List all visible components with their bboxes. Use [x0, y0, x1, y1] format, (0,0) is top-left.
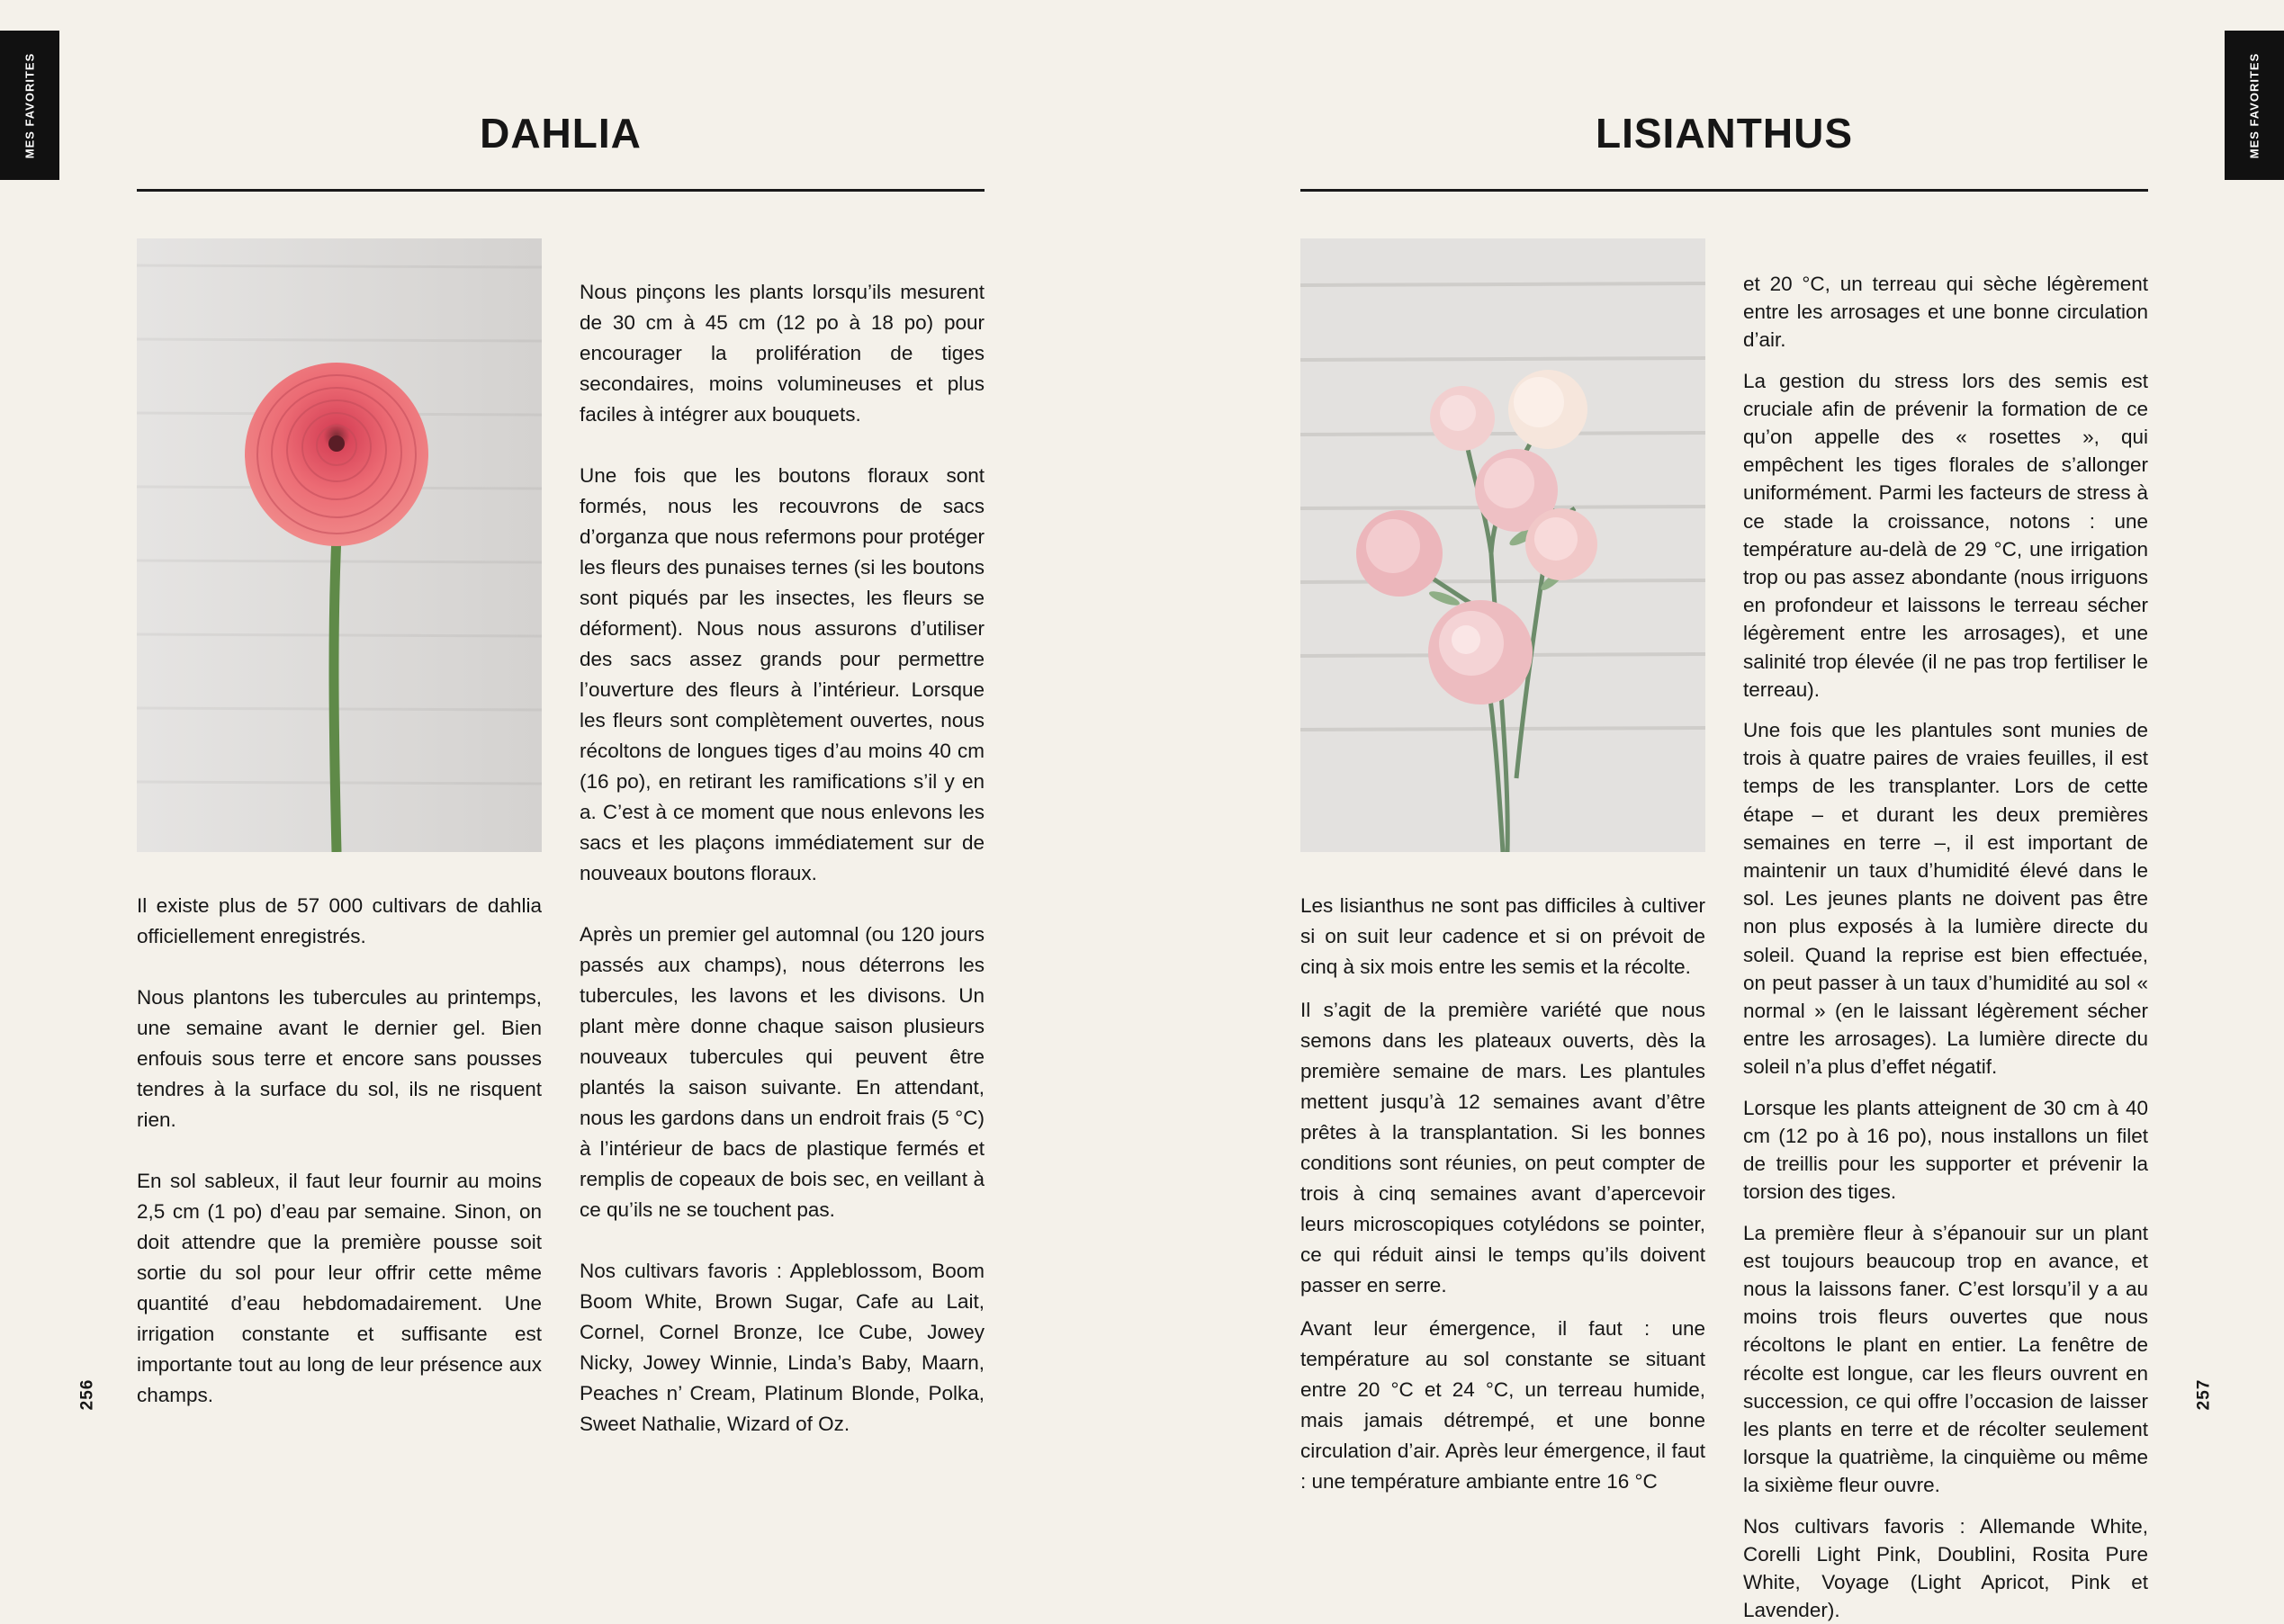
paragraph: La première fleur à s’épanouir sur un plant est toujours beaucoup trop en avance, et nous la laissons faner. C’est lorsqu’il y a au moins trois fleurs ouvertes que nous récoltons le plant en entier. La fenêtre de récolte est longue, car les fleurs ouvrent en succession, ce qui offre l’occasion de laisser les plants en terre et de récolter seulement lorsque la quatrième, la cinquième ou même la sixième fleur ouvre. [1743, 1221, 2148, 1497]
page-number-right [2186, 1368, 2222, 1422]
paragraph: Après un premier gel automnal (ou 120 jours passés aux champs), nous déterrons les tubercules, les lavons et les divisons. Un plant mère donne chaque saison plusieurs nouveaux tubercules qui peuvent être plantés la saison suivante. En attendant, nous les gardons dans un endroit frais (5 °C) à l’intérieur de bacs de plastique fermés et remplis de copeaux de bois sec, en veillant à ce qu’ils ne se touchent pas. [580, 923, 985, 1221]
paragraph: Nos cultivars favoris : Appleblossom, Boom Boom White, Brown Sugar, Cafe au Lait, Cornel, Cornel Bronze, Ice Cube, Jowey Nicky, Jowey Winnie, Linda’s Baby, Maarn, Peaches n’ Cream, Platinum Blonde, Polka, Sweet Nathalie, Wizard of Oz. [580, 1260, 985, 1435]
section-tab-label: MES FAVORITES [22, 52, 37, 158]
lisianthus-column-2 [1743, 270, 2148, 1624]
page-number: 256 [76, 1378, 96, 1411]
right-page [1142, 0, 2284, 1622]
page-number-left [69, 1368, 105, 1422]
section-tab-label: MES FAVORITES [2247, 52, 2262, 158]
paragraph: Les lisianthus ne sont pas difficiles à cultiver si on suit leur cadence et si on prévoit de cinq à six mois entre les semis et la récolte. [1300, 894, 1705, 978]
section-tab-left [0, 31, 59, 180]
paragraph: Nous pinçons les plants lorsqu’ils mesurent de 30 cm à 45 cm (12 po à 18 po) pour encourager la prolifération de tiges secondaires, moins volumineuses et plus faciles à intégrer aux bouquets. [580, 281, 985, 426]
paragraph: Une fois que les plantules sont munies de trois à quatre paires de vraies feuilles, il est temps de les transplanter. Lors de cette étape – et durant les deux premières semaines en terre –, il est important de maintenir un taux d’humidité élevé dans le sol. Les jeunes plants ne doivent pas être non plus exposés à la lumière directe du soleil. Quand la reprise est bien effectuée, on peut passer à un taux d’humidité au sol « normal » (en le laissant légèrement sécher entre les arrosages). La lumière directe du soleil n’a plus d’effet négatif. [1743, 719, 2148, 1079]
dahlia-column-1 [137, 891, 542, 1411]
left-page [0, 0, 1142, 1477]
paragraph: En sol sableux, il faut leur fournir au moins 2,5 cm (1 po) d’eau par semaine. Sinon, on doit attendre que la première pousse soit sortie du sol pour leur offrir cette même quantité d’eau hebdomadairement. Une irrigation constante et suffisante est importante tout au long de leur présence aux champs. [137, 1170, 542, 1406]
page-title-lisianthus: LISIANTHUS [1596, 110, 1853, 157]
title-divider [1300, 189, 2148, 192]
paragraph: Il s’agit de la première variété que nous semons dans les plateaux ouverts, dès la première semaine de mars. Les plantules mettent jusqu’à 12 semaines avant d’être prêtes à la transplantation. Si les bonnes conditions sont réunies, on peut compter de trois à cinq semaines avant d’apercevoir leurs microscopiques cotylédons se pointer, ce qui réduit ainsi le temps qu’ils doivent passer en serre. [1300, 999, 1705, 1297]
paragraph: et 20 °C, un terreau qui sèche légèrement entre les arrosages et une bonne circulation d’air. [1743, 273, 2148, 352]
lisianthus-illustration [1300, 238, 1705, 852]
title-divider [137, 189, 985, 192]
dahlia-column-2 [580, 277, 985, 1440]
section-tab-right [2225, 31, 2284, 180]
dahlia-photo [137, 238, 542, 852]
page-title-dahlia: DAHLIA [480, 110, 642, 157]
paragraph: Nos cultivars favoris : Allemande White, Corelli Light Pink, Doublini, Rosita Pure White, Voyage (Light Apricot, Pink et Lavender). [1743, 1514, 2148, 1622]
paragraph: Il existe plus de 57 000 cultivars de dahlia officiellement enregistrés. [137, 894, 542, 947]
paragraph: Nous plantons les tubercules au printemps, une semaine avant le dernier gel. Bien enfouis sous terre et encore sans pousses tendres à la surface du sol, ils ne risquent rien. [137, 986, 542, 1131]
dahlia-illustration [137, 238, 542, 852]
paragraph: La gestion du stress lors des semis est cruciale afin de prévenir la formation de ce qu’on appelle des « rosettes », qui empêchent les tiges florales de s’allonger uniformément. Parmi les facteurs de stress à ce stade la croissance, notons : une température au-delà de 29 °C, une irrigation trop ou pas assez abondante (nous irriguons en profondeur et laissons le terreau sécher légèrement entre les arrosages), et une salinité trop élevée (il ne pas trop fertiliser le terreau). [1743, 369, 2148, 701]
page-number: 257 [2193, 1378, 2213, 1411]
paragraph: Une fois que les boutons floraux sont formés, nous les recouvrons de sacs d’organza que nous refermons pour protéger les fleurs des punaises ternes (si les boutons sont piqués par les insectes, les fleurs se déforment). Nous nous assurons d’utiliser des sacs assez grands pour permettre l’ouverture des fleurs à l’intérieur. Lorsque les fleurs sont complètement ouvertes, nous récoltons de longues tiges d’au moins 40 cm (16 po), en retirant les ramifications s’il y en a. C’est à ce moment que nous enlevons les sacs et les plaçons immédiatement sur de nouveaux boutons floraux. [580, 464, 985, 884]
lisianthus-column-1 [1300, 891, 1705, 1497]
lisianthus-photo [1300, 238, 1705, 852]
paragraph: Lorsque les plants atteignent de 30 cm à 40 cm (12 po à 16 po), nous installons un filet de treillis pour les supporter et prévenir la torsion des tiges. [1743, 1096, 2148, 1204]
paragraph: Avant leur émergence, il faut : une température au sol constante se situant entre 20 °C et 24 °C, un terreau humide, mais jamais détrempé, et une bonne circulation d’air. Après leur émergence, il faut : une température ambiante entre 16 °C [1300, 1317, 1705, 1493]
